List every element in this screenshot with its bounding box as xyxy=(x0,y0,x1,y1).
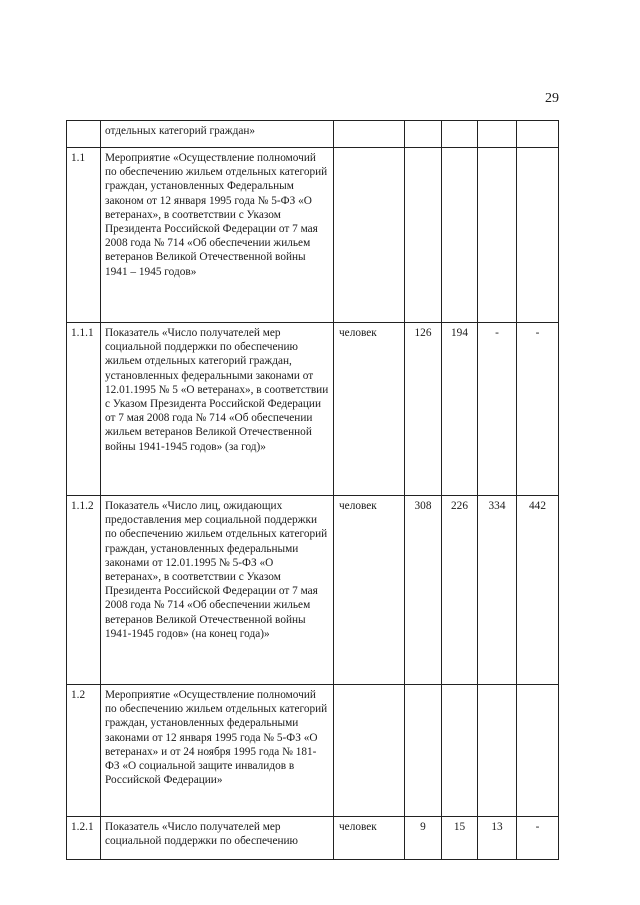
table-row xyxy=(67,817,559,860)
row-value-1: 9 xyxy=(405,817,442,860)
row-value-3 xyxy=(478,121,517,148)
row-code: 1.1.1 xyxy=(67,323,101,496)
row-value-4: 442 xyxy=(517,496,559,685)
row-value-1: 126 xyxy=(405,323,442,496)
table-row xyxy=(67,323,559,496)
row-description: Показатель «Число получателей мер социальной поддержки по обеспечению xyxy=(101,817,334,860)
row-value-4: - xyxy=(517,817,559,860)
row-unit xyxy=(334,121,405,148)
row-value-3 xyxy=(478,148,517,323)
row-code: 1.2 xyxy=(67,685,101,817)
row-value-3: - xyxy=(478,323,517,496)
row-value-2: 226 xyxy=(442,496,478,685)
row-description: Мероприятие «Осуществление полномочий по обеспечению жильем отдельных категорий граждан, установленных федеральными законами от 12 января 1995 года № 5-ФЗ «О ветеранах» и от 24 ноября 1995 года № 181-ФЗ «О социальной защите инвалидов в Российской Федерации» xyxy=(101,685,334,817)
row-description: Показатель «Число получателей мер социальной поддержки по обеспечению жильем отдельных категорий граждан, установленных федеральными законами от 12.01.1995 № 5 «О ветеранах», в соответствии с Указом Президента Российской Федерации от 7 мая 2008 года № 714 «Об обеспечении жильем ветеранов Великой Отечественной войны 1941-1945 годов» (за год)» xyxy=(101,323,334,496)
table-row xyxy=(67,496,559,685)
row-value-1 xyxy=(405,148,442,323)
table-row xyxy=(67,148,559,323)
row-unit: человек xyxy=(334,496,405,685)
row-value-1: 308 xyxy=(405,496,442,685)
page-number: 29 xyxy=(545,91,559,106)
row-description: Мероприятие «Осуществление полномочий по обеспечению жильем отдельных категорий граждан, установленных Федеральным законом от 12 января 1995 года № 5-ФЗ «О ветеранах», в соответствии с Указом Президента Российской Федерации от 7 мая 2008 года № 714 «Об обеспечении жильем ветеранов Великой Отечественной войны 1941 – 1945 годов» xyxy=(101,148,334,323)
row-value-2 xyxy=(442,121,478,148)
row-value-4 xyxy=(517,148,559,323)
row-value-4 xyxy=(517,121,559,148)
row-value-3: 13 xyxy=(478,817,517,860)
row-value-1 xyxy=(405,121,442,148)
row-code: 1.1 xyxy=(67,148,101,323)
row-code xyxy=(67,121,101,148)
row-value-1 xyxy=(405,685,442,817)
table-row xyxy=(67,121,559,148)
row-code: 1.1.2 xyxy=(67,496,101,685)
row-unit xyxy=(334,148,405,323)
row-unit: человек xyxy=(334,323,405,496)
indicators-table xyxy=(66,120,559,860)
row-value-2 xyxy=(442,685,478,817)
row-value-3 xyxy=(478,685,517,817)
row-code: 1.2.1 xyxy=(67,817,101,860)
row-description: отдельных категорий граждан» xyxy=(101,121,334,148)
row-unit: человек xyxy=(334,817,405,860)
row-description: Показатель «Число лиц, ожидающих предоставления мер социальной поддержки по обеспечению жильем отдельных категорий граждан, установленных федеральными законами от 12.01.1995 № 5-ФЗ «О ветеранах», в соответствии с Указом Президента Российской Федерации от 7 мая 2008 года № 714 «Об обеспечении жильем ветеранов Великой Отечественной войны 1941-1945 годов» (на конец года)» xyxy=(101,496,334,685)
row-unit xyxy=(334,685,405,817)
row-value-2: 194 xyxy=(442,323,478,496)
row-value-3: 334 xyxy=(478,496,517,685)
table-row xyxy=(67,685,559,817)
row-value-4: - xyxy=(517,323,559,496)
row-value-4 xyxy=(517,685,559,817)
row-value-2 xyxy=(442,148,478,323)
row-value-2: 15 xyxy=(442,817,478,860)
